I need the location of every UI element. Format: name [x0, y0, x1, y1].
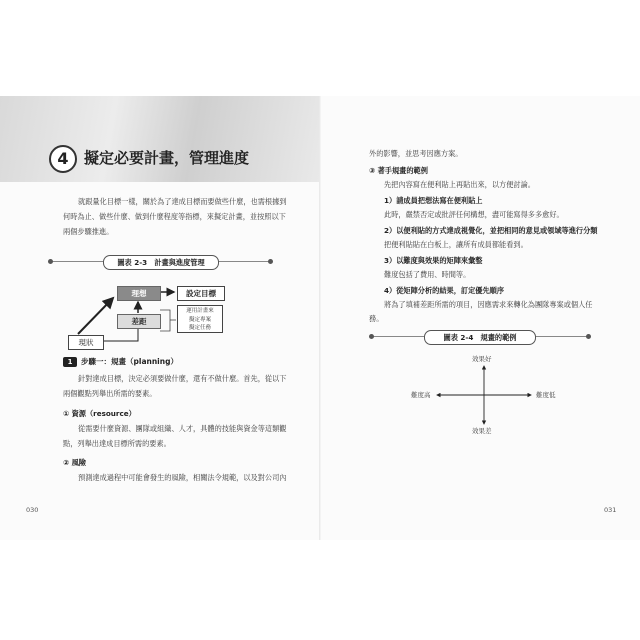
left-page-number: 030 — [26, 506, 39, 514]
intro-line-1: 就跟量化目標一樣，關於為了達成目標而要做些什麼，也需根據到 — [78, 197, 287, 206]
sub3-heading: 3）以難度與效果的矩陣來彙整 — [384, 256, 483, 265]
figure-2-3-caption: 圖表 2-3 計畫與進度管理 — [103, 255, 219, 270]
step1-line-1: 針對達成目標，決定必須要做什麼，還有不做什麼。首先，從以下 — [78, 374, 287, 383]
method-intro: 先把內容寫在便利貼上再貼出來，以方便討論。 — [384, 180, 535, 189]
plan-line-3: 擬定任務 — [188, 325, 211, 331]
current-state-box: 現狀 — [68, 335, 104, 350]
axis-label-bottom: 效果差 — [472, 427, 492, 435]
sub4-heading: 4）從矩陣分析的結果，訂定優先順序 — [384, 286, 505, 295]
sub1-heading: 1）請成員把想法寫在便利貼上 — [384, 196, 483, 205]
set-goal-box: 設定目標 — [177, 286, 225, 301]
axis-label-right: 難度低 — [536, 391, 556, 399]
step1-heading: 步驟一：規畫（planning） — [81, 357, 178, 366]
sub1-body: 此時，嚴禁否定或批評任何構想，盡可能寫得多多愈好。 — [384, 210, 564, 219]
method-heading: ③ 著手規畫的範例 — [369, 166, 428, 175]
sub4-body-line-1: 將為了填補差距所需的項目，因應需求來轉化為團隊專案或個人任 — [384, 300, 593, 309]
risk-heading: ② 風險 — [63, 458, 86, 467]
plan-line-2: 擬定專案 — [188, 316, 211, 323]
intro-line-2: 何時為止、做些什麼、做到什麼程度等指標，來擬定計畫，並按照以下 — [63, 212, 286, 221]
figure-2-4-caption: 圖表 2-4 規畫的範例 — [424, 330, 536, 345]
step-badge: 1 — [63, 357, 77, 367]
resource-heading: ① 資源（resource） — [63, 409, 136, 418]
resource-line-1: 從需要什麼資源、團隊或組織、人才，具體的技能與資金等這類觀 — [78, 424, 287, 433]
sub2-body: 把便利貼貼在白板上，讓所有成員都能看到。 — [384, 240, 528, 249]
plan-line-1: 運用計畫來 — [186, 308, 214, 314]
axis-label-top: 效果好 — [472, 355, 492, 363]
sub2-heading: 2）以便利貼的方式達成視覺化，並把相同的意見或領域等進行分類 — [384, 226, 598, 235]
chapter-title: 擬定必要計畫，管理進度 — [84, 149, 250, 167]
ideal-box: 理想 — [117, 286, 161, 301]
intro-line-3: 兩個步驟推進。 — [63, 227, 114, 236]
axis-label-left: 難度高 — [411, 391, 431, 399]
resource-line-2: 點，列舉出達成目標所需的要素。 — [63, 439, 171, 448]
gap-box: 差距 — [117, 314, 161, 329]
right-page-number: 031 — [604, 506, 617, 514]
right-line-top: 外的影響，並思考因應方案。 — [369, 149, 463, 158]
chapter-number: 4 — [49, 145, 77, 173]
risk-line-1: 預測達成過程中可能會發生的風險，相關法令規範，以及對公司內 — [78, 473, 287, 482]
sub3-body: 難度包括了費用、時間等。 — [384, 270, 471, 279]
sub4-body-line-2: 務。 — [369, 314, 384, 323]
step1-line-2: 兩個觀點列舉出所需的要素。 — [63, 389, 157, 398]
